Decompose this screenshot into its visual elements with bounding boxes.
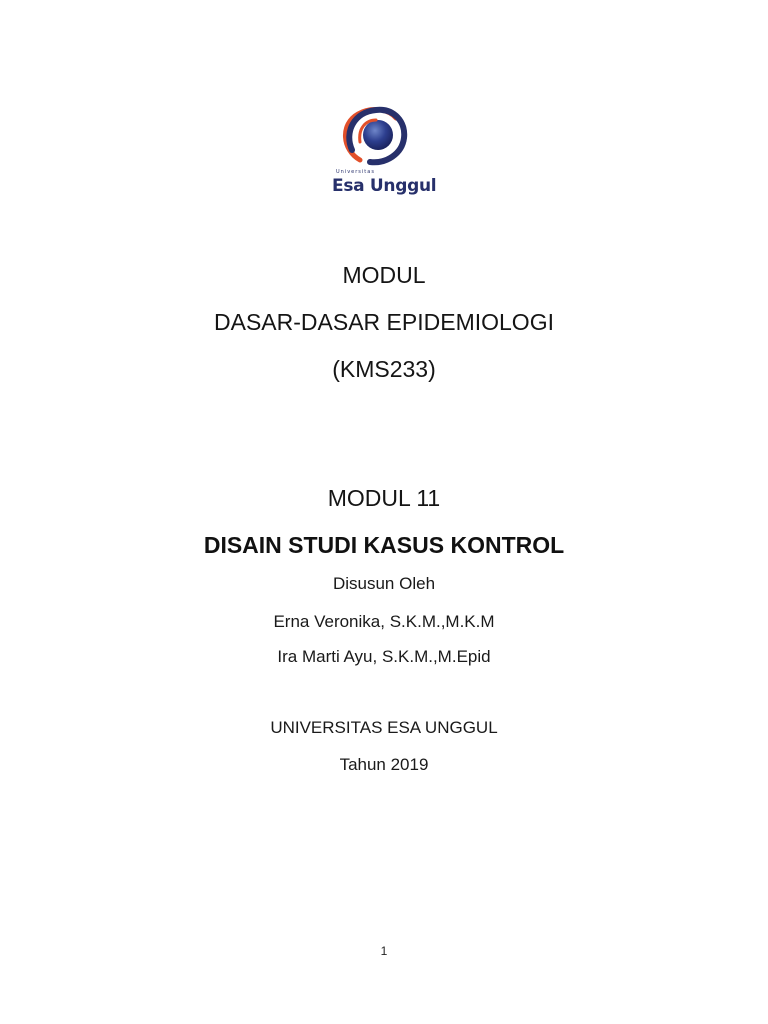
course-title: DASAR-DASAR EPIDEMIOLOGI — [214, 309, 554, 335]
module-title: DISAIN STUDI KASUS KONTROL — [203, 532, 565, 558]
heading-modul: MODUL — [342, 262, 426, 288]
page-number: 1 — [380, 944, 388, 958]
logo-main-text: Esa Unggul — [332, 176, 437, 196]
module-number: MODUL 11 — [327, 485, 441, 511]
year-text: Tahun 2019 — [339, 755, 429, 774]
compiled-by-label: Disusun Oleh — [332, 574, 436, 593]
author-1: Erna Veronika, S.K.M.,M.K.M — [273, 612, 495, 631]
globe-logo-icon — [330, 102, 440, 172]
author-2: Ira Marti Ayu, S.K.M.,M.Epid — [277, 647, 491, 666]
university-name: UNIVERSITAS ESA UNGGUL — [270, 718, 498, 737]
university-logo — [330, 102, 440, 204]
course-code: (KMS233) — [332, 356, 436, 382]
logo-small-text: Universitas — [336, 169, 375, 175]
